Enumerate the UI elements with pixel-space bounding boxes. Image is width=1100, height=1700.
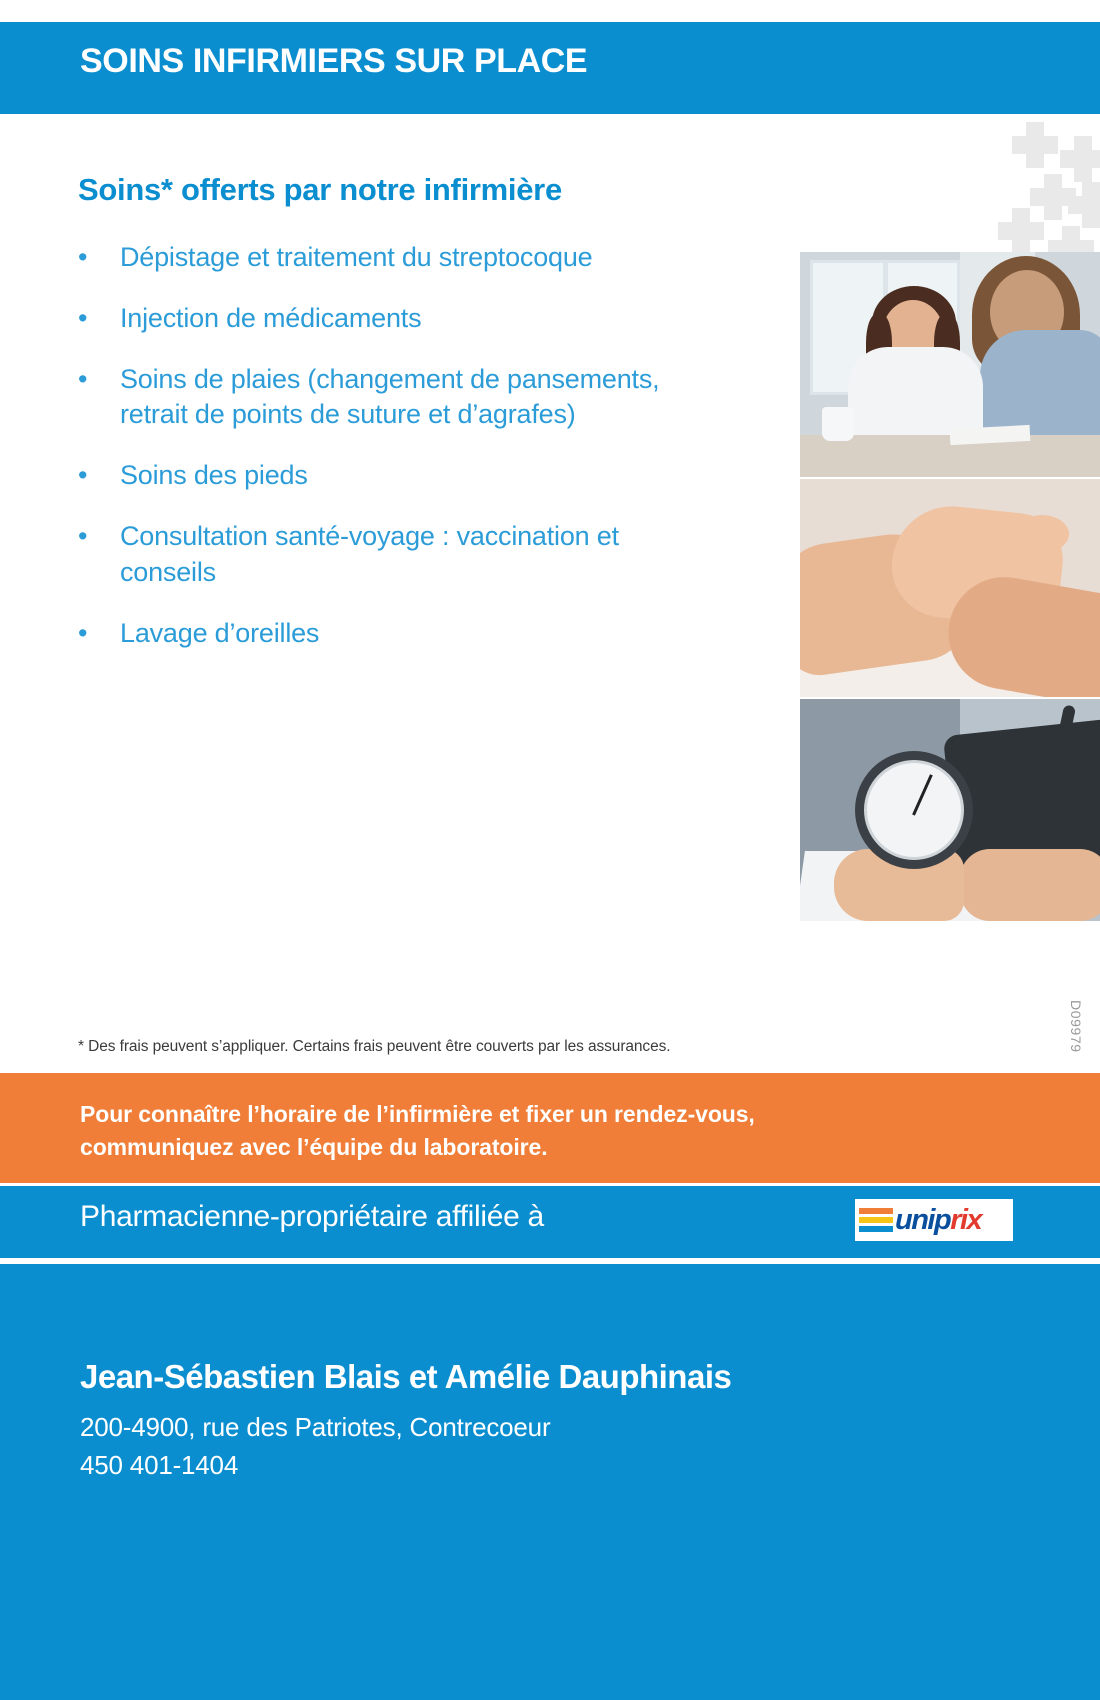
section-title: Soins* offerts par notre infirmière bbox=[78, 172, 562, 207]
pharmacist-names: Jean-Sébastien Blais et Amélie Dauphinais bbox=[80, 1358, 732, 1395]
callout-line-1: Pour connaître l’horaire de l’infirmière et fixer un rendez-vous, bbox=[80, 1101, 755, 1127]
blood-pressure-photo bbox=[800, 699, 1100, 921]
callout-text bbox=[80, 1098, 1040, 1163]
list-item bbox=[78, 362, 678, 432]
list-item bbox=[78, 458, 678, 493]
list-item bbox=[78, 301, 678, 336]
list-item bbox=[78, 240, 678, 275]
bullet-icon: • bbox=[78, 364, 88, 395]
logo-word-accent: rix bbox=[950, 1203, 982, 1236]
list-item-label: Injection de médicaments bbox=[120, 303, 422, 334]
uniprix-logo-wordmark bbox=[895, 1204, 981, 1237]
nurse-consultation-photo bbox=[800, 252, 1100, 477]
foot-care-photo bbox=[800, 479, 1100, 697]
list-item-label: Soins des pieds bbox=[120, 460, 308, 491]
bullet-icon: • bbox=[78, 460, 88, 491]
footer-band bbox=[0, 1264, 1100, 1700]
list-item-label: Lavage d’oreilles bbox=[120, 617, 320, 648]
list-item-label: Consultation santé-voyage : vaccination et conseils bbox=[120, 521, 619, 587]
pharmacy-address: 200-4900, rue des Patriotes, Contrecoeur bbox=[80, 1412, 551, 1442]
logo-word-main: unip bbox=[895, 1203, 951, 1236]
bullet-icon: • bbox=[78, 242, 88, 272]
footnote-text: * Des frais peuvent s’appliquer. Certains frais peuvent être couverts par les assurances. bbox=[78, 1038, 671, 1055]
affiliation-text: Pharmacienne-propriétaire affiliée à bbox=[80, 1200, 544, 1233]
bullet-icon: • bbox=[78, 303, 88, 334]
pharmacy-phone: 450 401-1404 bbox=[80, 1450, 239, 1480]
list-item-label: Soins de plaies (changement de pansements, retrait de points de suture et d’agrafes) bbox=[120, 364, 660, 430]
list-item bbox=[78, 519, 678, 589]
bullet-icon: • bbox=[78, 617, 88, 648]
list-item bbox=[78, 616, 678, 651]
callout-line-2: communiquez avec l’équipe du laboratoire. bbox=[80, 1133, 548, 1160]
page-title: SOINS INFIRMIERS SUR PLACE bbox=[80, 42, 588, 80]
bullet-icon: • bbox=[78, 521, 88, 552]
uniprix-logo-bars-icon bbox=[859, 1205, 893, 1235]
services-list bbox=[78, 240, 678, 677]
list-item-label: Dépistage et traitement du streptocoque bbox=[120, 242, 593, 272]
document-code: D09979 bbox=[1068, 1000, 1084, 1053]
uniprix-logo bbox=[855, 1199, 1013, 1241]
